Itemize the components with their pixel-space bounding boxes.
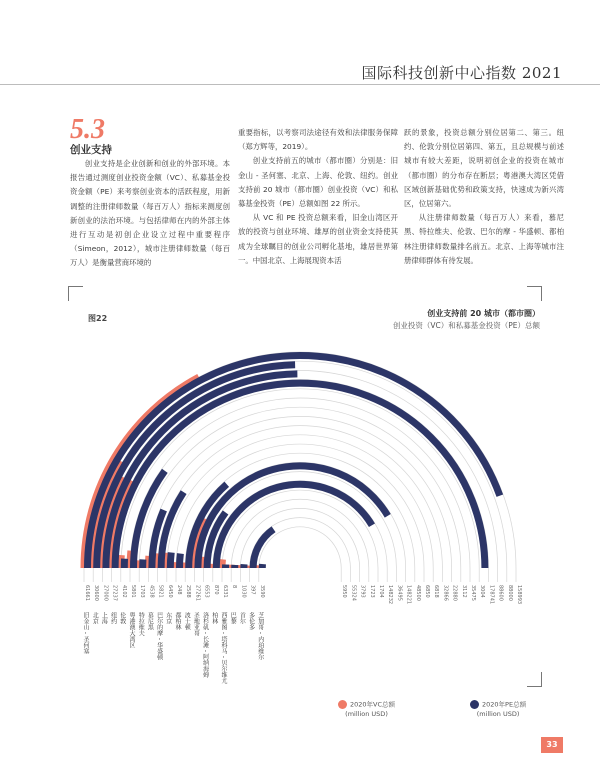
- figure-label: 图22: [88, 314, 108, 323]
- paragraph: 跃的景象，投资总额分别位居第二、第三。纽约、伦敦分别位居第四、第五，且总规模与前述城市有较大差距，说明初创企业的投资在城市（都市圈）的分布存在断层；粤港澳大湾区凭借区域创新基础优势和政策支持，快速成为新兴湾区，位居第六。: [404, 128, 564, 209]
- category-label: 西雅图 - 塔科马 - 贝尔维尤: [220, 612, 227, 684]
- vc-value-label: 4538: [148, 585, 155, 598]
- vc-value-label: 397: [249, 585, 256, 595]
- category-label: 东京: [164, 612, 172, 624]
- category-label: 纽约: [109, 612, 117, 624]
- pe-value-label: 1723: [368, 585, 375, 598]
- category-label: 芝加哥 - 内珀维尔: [256, 612, 264, 660]
- section-number: 5.3: [70, 114, 105, 145]
- pe-value-labels: [341, 585, 522, 604]
- vc-value-label: 27261: [194, 585, 201, 601]
- pe-value-label: 5950: [341, 585, 348, 598]
- vc-value-labels: [84, 585, 265, 601]
- guide-ring: [213, 481, 387, 568]
- paragraph: 从注册律师数量（每百万人）来看，慕尼黑、特拉维夫、伦敦、巴尔的摩 - 华盛顿、都柏林注册律师数量排名前五。北京、上海等城市注册律师群体有待发展。: [404, 213, 564, 265]
- category-label: 多伦多: [247, 612, 255, 630]
- pe-value-label: 6818: [433, 585, 440, 598]
- category-label: 巴尔的摩 - 华盛顿: [155, 612, 163, 660]
- pe-value-label: 178741: [488, 585, 495, 605]
- legend-pe: [470, 700, 526, 719]
- category-label: 波士顿: [183, 612, 191, 630]
- vc-value-label: 2588: [185, 585, 192, 598]
- guide-ring: [112, 380, 489, 568]
- vc-value-label: 5821: [157, 585, 164, 598]
- vc-value-label: 1703: [139, 585, 146, 598]
- category-label: 慕尼黑: [146, 612, 154, 630]
- paragraph: 从 VC 和 PE 投资总额来看，旧金山湾区开放的投资与创业环境、雄厚的创业资金支持使其成为全球瞩目的创业公司孵化基地，雄居世界第一。中国北京、上海展现资本活: [238, 213, 398, 265]
- legend-vc-unit: (million USD): [345, 709, 388, 718]
- category-label: 都柏林: [174, 612, 181, 630]
- pe-arc: [170, 552, 171, 568]
- category-label: 粤港澳大湾区: [128, 612, 135, 648]
- category-label: 上海: [100, 612, 108, 624]
- pe-arc: [180, 554, 181, 568]
- page-number: 33: [541, 737, 563, 753]
- vc-value-label: 248: [176, 585, 182, 595]
- vc-value-label: 27000: [102, 585, 109, 601]
- figure-title: 创业支持前 20 城市（都市圈）: [427, 309, 540, 318]
- legend-pe-unit: (million USD): [476, 709, 520, 718]
- vc-value-label: 5801: [130, 585, 136, 598]
- guide-stubs: [84, 568, 516, 582]
- pe-value-label: 35475: [470, 585, 476, 601]
- paragraph: 重要指标，以考察司法途径有效和法律服务保障（郑方辉等，2019）。: [238, 128, 398, 152]
- header-title: 国际科技创新中心指数 2021: [361, 64, 562, 82]
- category-label: 北京: [91, 612, 99, 624]
- pe-value-label: 3793: [359, 585, 366, 598]
- pe-value-label: 88600: [497, 585, 504, 601]
- category-label: 首尔: [238, 612, 246, 624]
- pe-value-label: 36495: [396, 585, 403, 601]
- category-label: 洛杉矶 - 长滩 - 阿纳海姆: [201, 612, 209, 678]
- vc-value-label: 3590: [258, 585, 265, 598]
- vc-value-label: 1030: [240, 585, 247, 598]
- pe-value-label: 3004: [479, 585, 486, 598]
- pe-series: [88, 355, 500, 568]
- legend-vc-label: 2020年VC总额: [350, 700, 396, 709]
- legend-pe-label: 2020年PE总额: [482, 700, 527, 709]
- pe-value-label: 22880: [451, 585, 458, 601]
- vc-value-label: 27237: [111, 585, 118, 601]
- legend-vc: [338, 700, 395, 719]
- figure-subtitle: 创业投资（VC）和私募基金投资（PE）总额: [392, 321, 540, 330]
- pe-value-label: 6850: [424, 585, 430, 598]
- vc-value-label: 8: [231, 585, 238, 589]
- vc-value-label: 61661: [84, 585, 90, 601]
- vc-value-label: 30600: [93, 585, 100, 601]
- category-label: 柏林: [210, 612, 218, 624]
- category-label: 巴黎: [229, 612, 237, 624]
- vc-value-label: 6553: [203, 585, 210, 598]
- legend-vc-swatch: [338, 700, 347, 709]
- vc-value-label: 4102: [120, 585, 127, 598]
- vc-value-label: 6450: [166, 585, 173, 598]
- pe-value-label: 158993: [516, 585, 522, 605]
- pe-value-label: 55324: [350, 585, 357, 601]
- vc-value-label: 6331: [222, 585, 228, 598]
- paragraph: 创业支持前五的城市（都市圈）分别是：旧金山 - 圣何塞、北京、上海、伦敦、纽约。创业支持前 20 城市（都市圈）创业投资（VC）和私募基金投资（PE）总额如图 22 所示。: [238, 156, 398, 209]
- pe-value-label: 148221: [405, 585, 412, 605]
- category-label: 伦敦: [118, 612, 126, 624]
- pe-value-label: 3112: [460, 585, 467, 598]
- pe-value-label: 48500: [414, 585, 421, 601]
- pe-value-label: 88000: [506, 585, 513, 601]
- legend-pe-swatch: [470, 700, 479, 709]
- guide-ring: [250, 518, 351, 568]
- pe-value-label: 32866: [442, 585, 449, 601]
- section-title: 创业支持: [70, 144, 112, 156]
- category-label: 旧金山 - 圣何塞: [82, 612, 89, 654]
- paragraph: 创业支持是企业创新和创业的外部环境。本报告通过测度创业投资金额（VC）、私募基金投资金额（PE）来考察创业资本的活跃程度，用新调整的注册律师数量（每百万人）指标来测度创新创业的法治环境。与包括律师在内的外部主体进行互动是初创企业设立过程中重要程序（Simeon，2012），城市注册律师数量（每百万人）是衡量营商环境的: [70, 159, 230, 268]
- vc-value-label: 870: [212, 585, 219, 595]
- pe-value-label: 1704: [378, 585, 384, 598]
- category-label: 圣地亚哥: [192, 612, 200, 636]
- pe-value-label: 148232: [387, 585, 394, 605]
- category-label: 特拉维夫: [137, 612, 145, 636]
- category-labels: [82, 611, 264, 685]
